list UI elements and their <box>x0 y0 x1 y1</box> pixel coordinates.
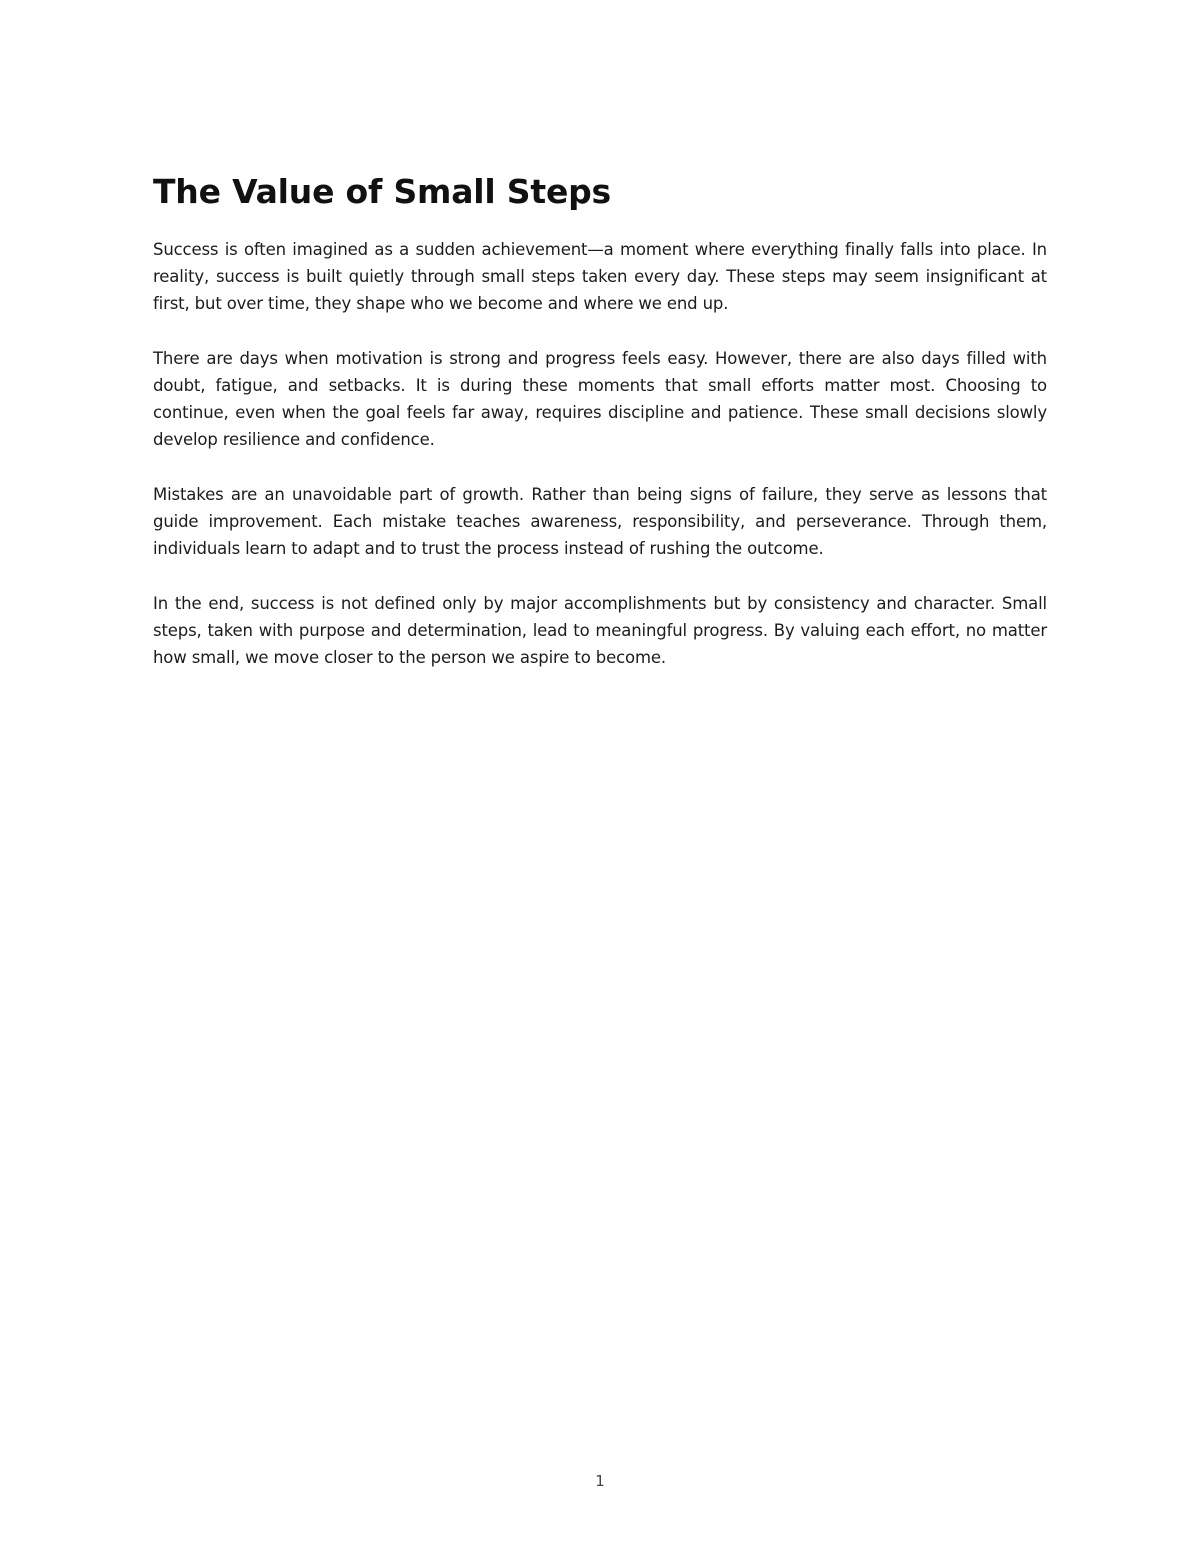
paragraph-2: There are days when motivation is strong and progress feels easy. However, there are also days filled with doubt, fatigue, and setbacks. It is during these moments that small efforts matter most. Choosing to continue, even when the goal feels far away, requires discipline and patience. These small decisions slowly develop resilience and confidence. <box>153 349 1047 449</box>
page-number: 1 <box>595 1472 605 1490</box>
paragraph-4: In the end, success is not defined only by major accomplishments but by consistency and character. Small steps, taken with purpose and determination, lead to meaningful progress. By valuing each effort, no matter how small, we move closer to the person we aspire to become. <box>153 594 1047 667</box>
paragraph-3: Mistakes are an unavoidable part of growth. Rather than being signs of failure, they serve as lessons that guide improvement. Each mistake teaches awareness, responsibility, and perseverance. Through them, individuals learn to adapt and to trust the process instead of rushing the outcome. <box>153 485 1047 558</box>
document-title: The Value of Small Steps <box>153 172 611 211</box>
document-body <box>153 170 1047 699</box>
paragraph-1: Success is often imagined as a sudden achievement—a moment where everything finally falls into place. In reality, success is built quietly through small steps taken every day. These steps may seem insignificant at first, but over time, they shape who we become and where we end up. <box>153 240 1047 313</box>
